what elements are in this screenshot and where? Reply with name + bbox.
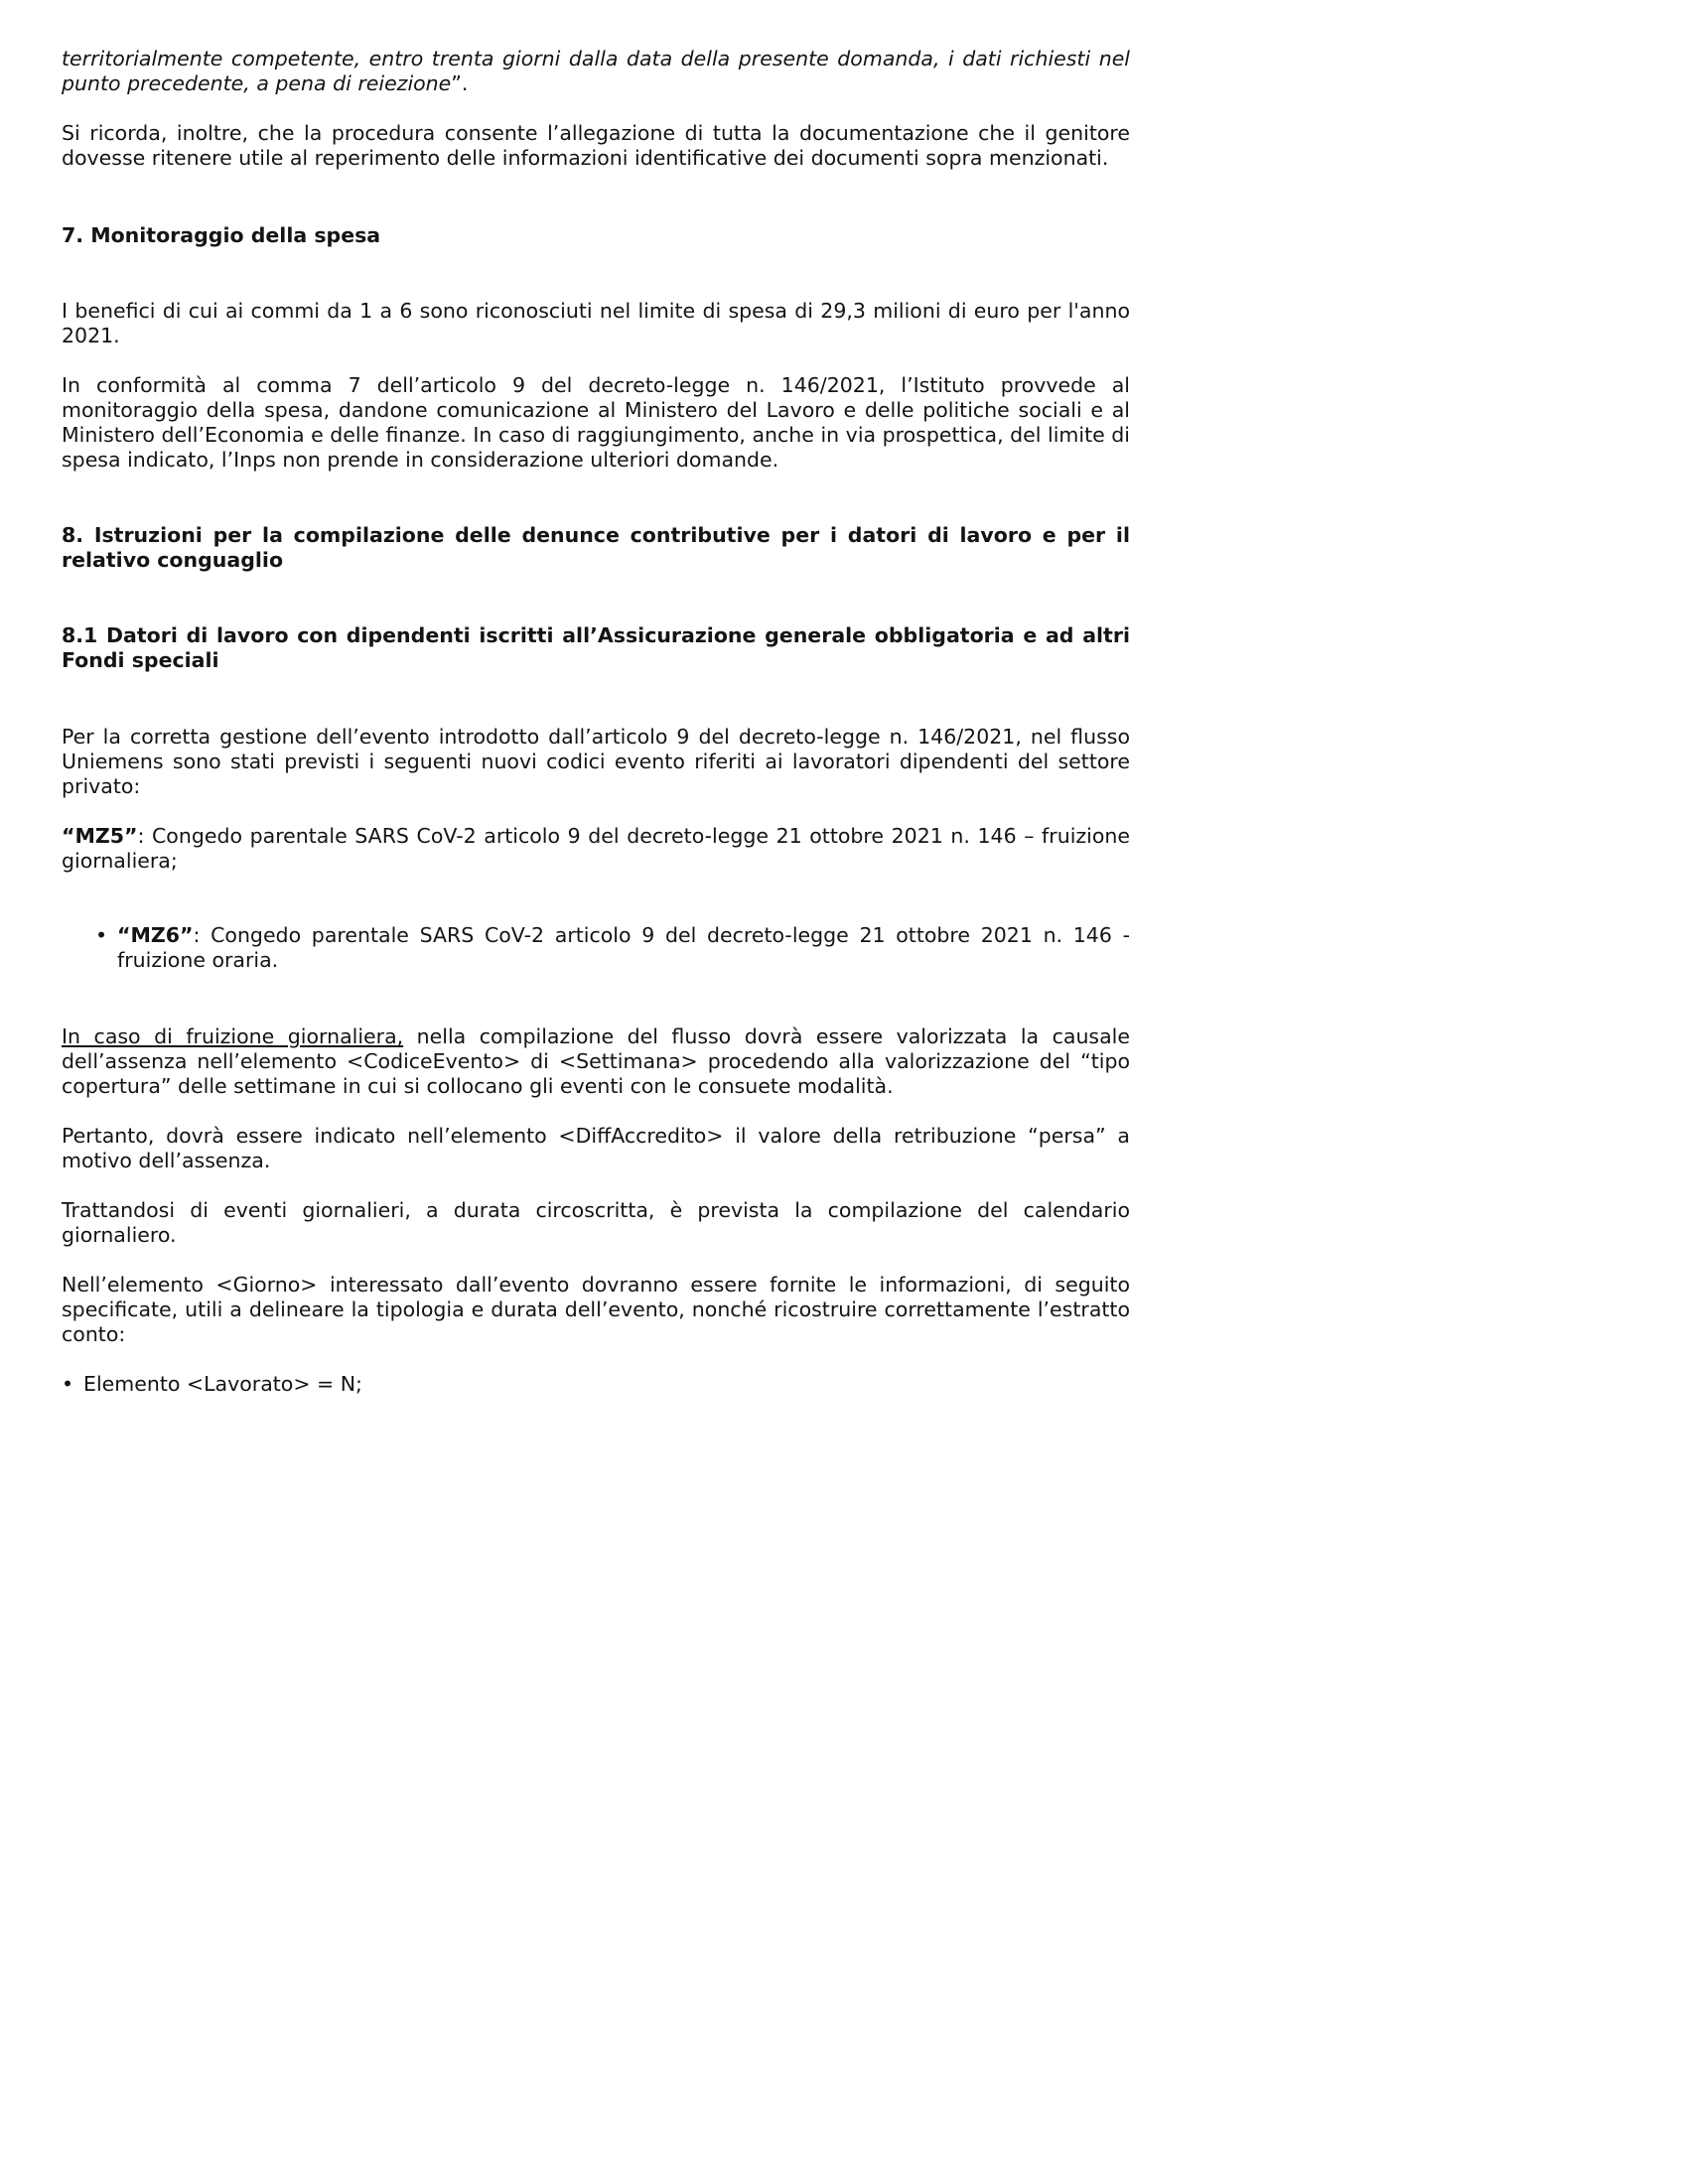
paragraph-uniemens: Per la corretta gestione dell’evento introdotto dall’articolo 9 del decreto-legge n. 146/2021, nel flusso Uniemens sono stati previsti i seguenti nuovi codici evento riferiti ai lavoratori dipendenti del settore privato: (62, 725, 1130, 798)
code-mz5: “MZ5” (62, 824, 138, 848)
paragraph-fruizione-giornaliera (62, 1024, 1130, 1099)
list-item-lavorato (62, 1372, 1130, 1397)
code-mz6-item (95, 923, 1130, 973)
paragraph-fruizione-text: nella compilazione del flusso dovrà essere valorizzata la causale dell’assenza nell’elemento <CodiceEvento> di <Settimana> procedendo alla valorizzazione del “tipo copertura” delle settimane in cui si collocano gli eventi con le consuete modalità. (62, 1024, 1130, 1098)
paragraph-calendario: Trattandosi di eventi giornalieri, a durata circoscritta, è prevista la compilazione del calendario giornaliero. (62, 1198, 1130, 1247)
heading-section-8-1: 8.1 Datori di lavoro con dipendenti iscritti all’Assicurazione generale obbligatoria e ad altri Fondi speciali (62, 623, 1130, 672)
bullet-icon: • (62, 1372, 74, 1396)
paragraph-limite-spesa: I benefici di cui ai commi da 1 a 6 sono riconosciuti nel limite di spesa di 29,3 milioni di euro per l'anno 2021. (62, 299, 1130, 347)
code-mz6: “MZ6” (117, 923, 194, 947)
italic-quote: territorialmente competente, entro trenta giorni dalla data della presente domanda, i dati richiesti nel punto precedente, a pena di reiezione (62, 47, 1130, 95)
underlined-lead: In caso di fruizione giornaliera, (62, 1024, 404, 1048)
paragraph-giorno: Nell’elemento <Giorno> interessato dall’evento dovranno essere fornite le informazioni, di seguito specificate, utili a delineare la tipologia e durata dell’evento, nonché ricostruire correttamente l’estratto conto: (62, 1273, 1130, 1346)
code-mz5-item (62, 824, 1130, 874)
document-page (62, 47, 1130, 1397)
heading-section-8: 8. Istruzioni per la compilazione delle denunce contributive per i datori di lavoro e per il relativo conguaglio (62, 523, 1130, 572)
paragraph-diffaccredito: Pertanto, dovrà essere indicato nell’elemento <DiffAccredito> il valore della retribuzione “persa” a motivo dell’assenza. (62, 1124, 1130, 1172)
code-mz5-description: : Congedo parentale SARS CoV-2 articolo 9 del decreto-legge 21 ottobre 2021 n. 146 – fruizione giornaliera; (62, 824, 1130, 873)
paragraph-monitoraggio: In conformità al comma 7 dell’articolo 9 del decreto-legge n. 146/2021, l’Istituto provvede al monitoraggio della spesa, dandone comunicazione al Ministero del Lavoro e delle politiche sociali e al Ministero dell’Economia e delle finanze. In caso di raggiungimento, anche in via prospettica, del limite di spesa indicato, l’Inps non prende in considerazione ulteriori domande. (62, 373, 1130, 472)
quote-close: ”. (451, 71, 469, 95)
heading-section-7: 7. Monitoraggio della spesa (62, 223, 381, 247)
bullet-icon: • (95, 923, 108, 947)
paragraph-reiezione (62, 47, 1130, 96)
code-mz6-description: : Congedo parentale SARS CoV-2 articolo 9 del decreto-legge 21 ottobre 2021 n. 146 - fruizione oraria. (117, 923, 1130, 972)
paragraph-allegazione: Si ricorda, inoltre, che la procedura consente l’allegazione di tutta la documentazione che il genitore dovesse ritenere utile al reperimento delle informazioni identificative dei documenti sopra menzionati. (62, 121, 1130, 170)
list-item-text: Elemento <Lavorato> = N; (83, 1372, 362, 1396)
